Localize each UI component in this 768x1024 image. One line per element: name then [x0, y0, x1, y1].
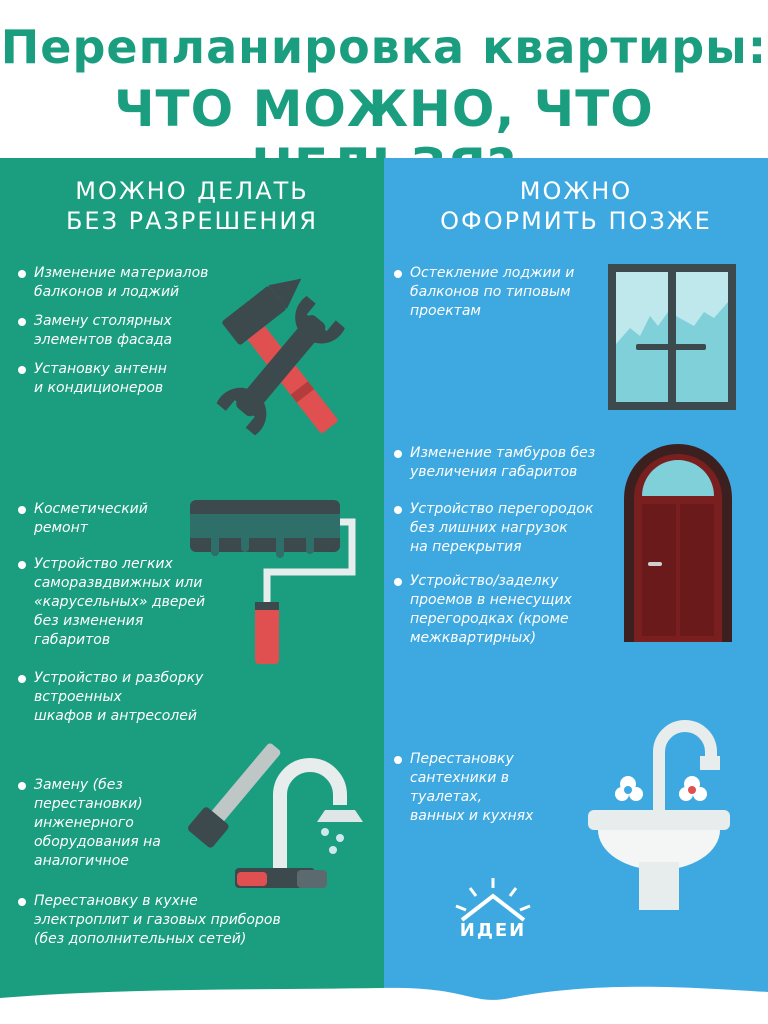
bullet-icon: [394, 270, 402, 278]
bullet-icon: [18, 318, 26, 326]
bullet-icon: [18, 506, 26, 514]
list-item-text: Изменение тамбуров без увеличения габаритов: [410, 445, 596, 480]
list-item-text: Замену (без перестановки) инженерного оборудования на аналогичное: [34, 777, 161, 869]
header: [0, 0, 768, 158]
list-item-text: Устройство/заделку проемов в ненесущих перегородках (кроме межквартирных): [410, 573, 572, 646]
list-item-text: Перестановку сантехники в туалетах, ванных и кухнях: [410, 751, 534, 824]
list-item-text: Изменение материалов балконов и лоджий: [34, 265, 209, 300]
faucet-pipe-wrench-icon: [175, 740, 375, 900]
list-item-text: Замену столярных элементов фасада: [34, 313, 173, 348]
list-item: [34, 669, 244, 726]
bullet-icon: [394, 450, 402, 458]
list-item: [410, 750, 580, 826]
bullet-icon: [18, 270, 26, 278]
left-heading-line1: МОЖНО ДЕЛАТЬ: [75, 177, 309, 205]
list-item: [34, 360, 224, 398]
list-item-text: Остекление лоджии и балконов по типовым проектам: [410, 265, 575, 319]
wrench-hammer-icon: [200, 275, 365, 445]
bullet-icon: [394, 578, 402, 586]
list-item: [410, 500, 620, 557]
list-item-text: Устройство и разборку встроенных шкафов и антресолей: [34, 670, 204, 724]
left-heading-line2: БЕЗ РАЗРЕШЕНИЯ: [65, 207, 319, 235]
list-item-text: Устройство легких саморазвдвижных или «карусельных» дверей без изменения габаритов: [34, 556, 206, 648]
paint-roller-icon: [185, 492, 360, 677]
list-item: [34, 892, 354, 949]
list-item-text: Перестановку в кухне электроплит и газовых приборов (без дополнительных сетей): [34, 893, 281, 947]
bottom-wave: [0, 958, 768, 1024]
page-title-line2: ЧТО МОЖНО, ЧТО: [114, 80, 654, 138]
left-column-heading: [0, 176, 384, 236]
bullet-icon: [394, 506, 402, 514]
bullet-icon: [18, 561, 26, 569]
bullet-icon: [18, 898, 26, 906]
list-item: [34, 312, 224, 350]
list-item: [34, 776, 194, 871]
bullet-icon: [18, 366, 26, 374]
bullet-icon: [18, 782, 26, 790]
bullet-icon: [18, 675, 26, 683]
list-item-text: Установку антенн и кондиционеров: [34, 361, 167, 396]
logo-text: ИДЕИ: [459, 920, 527, 941]
page-title-line1: Перепланировка квартиры:: [0, 20, 768, 74]
list-item-text: Устройство перегородок без лишних нагрузок на перекрытия: [410, 501, 594, 555]
right-heading-line1: МОЖНО: [519, 177, 633, 205]
right-heading-line2: ОФОРМИТЬ ПОЗЖЕ: [440, 207, 712, 235]
sink-icon: [584, 712, 734, 912]
window-icon: [606, 262, 738, 412]
bullet-icon: [394, 756, 402, 764]
right-column-heading: [384, 176, 768, 236]
list-item: [410, 572, 620, 648]
list-item: [34, 264, 224, 302]
list-item: [34, 500, 194, 538]
list-item: [410, 264, 590, 321]
list-item: [410, 444, 620, 482]
list-item-text: Косметический ремонт: [34, 501, 148, 536]
door-icon: [622, 442, 734, 644]
